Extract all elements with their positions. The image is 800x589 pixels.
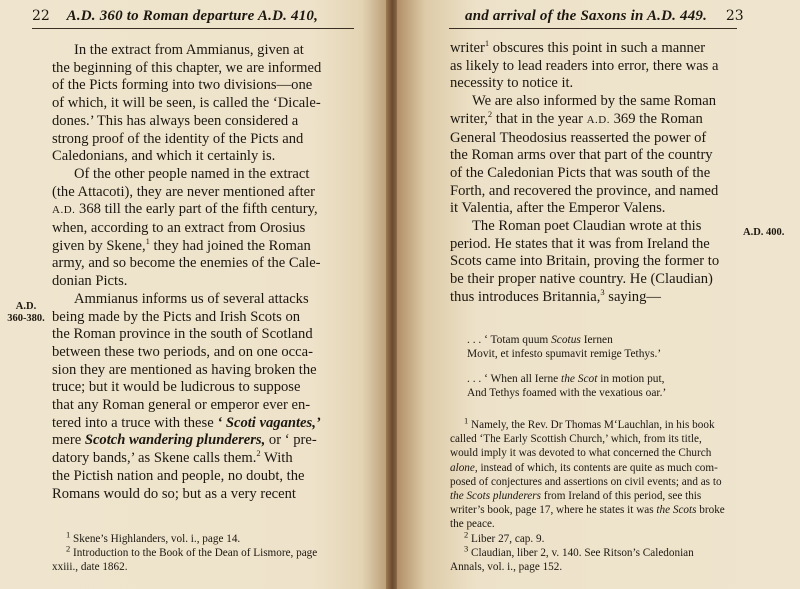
line: [450, 40, 739, 58]
line: Caledonians, and which it certainly is.: [52, 148, 276, 165]
line: Romans would do so; but as a very recent: [52, 485, 296, 502]
line: General Theodosius reasserted the power of: [450, 129, 707, 146]
line: being made by the Picts and Irish Scots on: [52, 308, 301, 325]
right-footnotes: [450, 415, 739, 574]
line: Forth, and recovered the province, and named: [450, 182, 719, 199]
text: tered into a truce with these: [52, 414, 218, 431]
line: [52, 201, 341, 220]
right-header-rule: [449, 28, 737, 29]
text: writer: [450, 40, 485, 56]
quote-line: And Tethys foamed with the vexatious oar.’: [467, 387, 667, 400]
footnote-mark: 3: [464, 543, 469, 554]
footnote-line: [450, 489, 739, 503]
footnote: [450, 415, 739, 432]
english-quotation: [467, 372, 666, 401]
text: 369 the Roman: [609, 110, 703, 127]
right-running-head: [465, 6, 783, 25]
text: given by Skene,: [52, 237, 146, 254]
line: Ammianus informs us of several attacks: [74, 290, 309, 307]
footnote-ref: 2: [487, 108, 493, 119]
text: broke: [696, 504, 725, 517]
quote-line: [467, 333, 661, 347]
line: of the Caledonian Picts that was south of the: [450, 164, 711, 181]
text: . . . ‘ When all Ierne: [467, 373, 562, 385]
line: In the extract from Ammianus, given at: [74, 42, 304, 58]
text: datory bands,’ as Skene calls them.: [52, 450, 257, 467]
footnote: [450, 528, 739, 546]
paragraph: [52, 291, 341, 503]
line: be their proper native country. He (Claudian): [450, 271, 713, 288]
paragraph: [450, 93, 739, 218]
text: mere: [52, 432, 85, 449]
ad-abbr: A.D.: [586, 113, 610, 126]
line: sion they are mentioned as having broken the: [52, 361, 317, 378]
footnote-ref: 2: [256, 448, 261, 459]
line: the Roman province in the south of Scotland: [52, 326, 313, 343]
line: (the Attacoti), they are never mentioned after: [52, 183, 315, 200]
left-margin-note: [4, 301, 48, 325]
line: [450, 286, 739, 307]
right-running-head-title: and arrival of the Saxons in A.D. 449.: [465, 8, 708, 24]
emphasis: alone,: [450, 461, 478, 474]
line: that any Roman general or emperor ever en-: [52, 397, 311, 414]
left-running-head-title: A.D. 360 to Roman departure A.D. 410,: [66, 8, 319, 24]
paragraph: [52, 42, 341, 166]
text: thus introduces Britannia,: [450, 288, 601, 305]
line: as likely to lead readers into error, there was a: [450, 57, 719, 74]
emphasis: the Scots: [656, 504, 697, 517]
text: that in the year: [492, 110, 587, 127]
text: Iernen: [580, 334, 613, 346]
left-footnotes: [52, 529, 341, 575]
footnote-ref: 1: [484, 38, 490, 49]
emphasis: ‘ Scoti vagantes,’: [217, 414, 321, 431]
footnote-continuation: xxiii., date 1862.: [52, 561, 128, 574]
left-page: [0, 0, 389, 589]
text: 368 till the early part of the fifth century,: [75, 201, 318, 218]
footnote-mark: 2: [464, 528, 469, 539]
line: when, according to an extract from Orosius: [52, 220, 306, 237]
line: donian Picts.: [52, 273, 128, 290]
right-margin-note: A.D. 400.: [743, 227, 785, 238]
text: writer,: [450, 110, 488, 127]
footnote-text: Skene’s Highlanders, vol. i., page 14.: [70, 533, 241, 545]
footnote-line: the peace.: [450, 518, 495, 531]
footnote-ref: 3: [600, 286, 605, 297]
text: instead of which, its contents are quite as much com-: [477, 461, 718, 474]
line: the Roman arms over that part of the country: [450, 147, 713, 164]
right-page: [397, 0, 800, 589]
emphasis: Scotch wandering plunderers,: [84, 432, 266, 449]
line: [52, 432, 341, 450]
margin-note-line: 360-380.: [7, 313, 45, 324]
line: [52, 450, 341, 468]
paragraph: [52, 166, 341, 291]
footnote-text: Liber 27, cap. 9.: [468, 532, 545, 545]
footnote-mark: 1: [66, 529, 71, 540]
line: it Valentia, after the Emperor Valens.: [450, 200, 666, 217]
text: With: [260, 450, 293, 467]
footnote: [52, 543, 341, 560]
footnote-text: Claudian, liber 2, v. 140. See Ritson’s Caledonian: [468, 546, 694, 559]
text: . . . ‘ Totam quum: [467, 334, 552, 346]
paragraph: [450, 218, 739, 307]
quote-line: [467, 372, 666, 386]
text: or ‘ pre-: [265, 432, 317, 449]
text: from Ireland of this period, see this: [540, 490, 702, 503]
line: [450, 108, 739, 130]
footnote-ref: 1: [145, 235, 150, 246]
line: truce; but it would be ludicrous to suppose: [52, 379, 301, 396]
text: obscures this point in such a manner: [489, 40, 706, 56]
right-page-number: 23: [725, 8, 744, 24]
margin-note-line: A.D.: [15, 301, 37, 312]
footnote: [52, 529, 341, 546]
line: [52, 415, 341, 433]
footnote-line: Annals, vol. i., page 152.: [450, 561, 563, 574]
line: the beginning of this chapter, we are informed: [52, 59, 322, 76]
line: Of the other people named in the extract: [74, 165, 310, 182]
line: dones.’ This has always been considered a: [52, 112, 299, 129]
emphasis: the Scots plunderers: [450, 490, 541, 503]
footnote-line: [450, 461, 739, 475]
ad-abbr: A.D.: [52, 204, 76, 217]
footnote-line: would imply it was devoted to what concerned the Church: [450, 447, 712, 460]
line: Scots came into Britain, proving the former to: [450, 253, 720, 270]
left-running-head: [32, 6, 354, 25]
right-body-text: [450, 40, 739, 307]
left-header-rule: [32, 28, 354, 29]
line: [52, 235, 341, 256]
line: We are also informed by the same Roman: [472, 93, 717, 110]
line: the Pictish nation and people, no doubt, the: [52, 467, 305, 484]
footnote-line: [450, 503, 739, 517]
line: strong proof of the identity of the Picts and: [52, 130, 304, 147]
line: of which, it will be seen, is called the ‘Dicale-: [52, 95, 321, 112]
line: The Roman poet Claudian wrote at this: [472, 218, 702, 235]
text: saying—: [604, 288, 661, 305]
footnote: [450, 543, 739, 560]
line: period. He states that it was from Ireland the: [450, 235, 710, 252]
emphasis: Scotus: [551, 334, 581, 346]
quote-line: Movit, et infesto spumavit remige Tethys.’: [467, 348, 662, 361]
text: writer’s book, page 17, where he states it was: [450, 504, 657, 517]
footnote-text: Namely, the Rev. Dr Thomas M‘Lauchlan, in his book: [468, 419, 715, 431]
paragraph: [450, 40, 739, 93]
line: of the Picts forming into two divisions—one: [52, 77, 313, 94]
footnote-text: Introduction to the Book of the Dean of Lismore, page: [70, 547, 318, 560]
line: between these two periods, and on one occa-: [52, 343, 313, 360]
latin-quotation: [467, 333, 661, 362]
footnote-mark: 1: [464, 415, 469, 426]
text: they had joined the Roman: [149, 237, 311, 254]
footnote-line: called ‘The Early Scottish Church,’ which, from its title,: [450, 433, 702, 446]
footnote-line: posed of conjectures and assertions on civil events; and as to: [450, 475, 722, 488]
left-page-number: 22: [32, 8, 50, 24]
emphasis: the Scot: [561, 373, 598, 385]
line: necessity to notice it.: [450, 75, 574, 92]
text: in motion put,: [597, 373, 665, 385]
line: army, and so become the enemies of the Cale-: [52, 255, 321, 272]
footnote-mark: 2: [66, 543, 71, 554]
left-body-text: [52, 42, 341, 503]
